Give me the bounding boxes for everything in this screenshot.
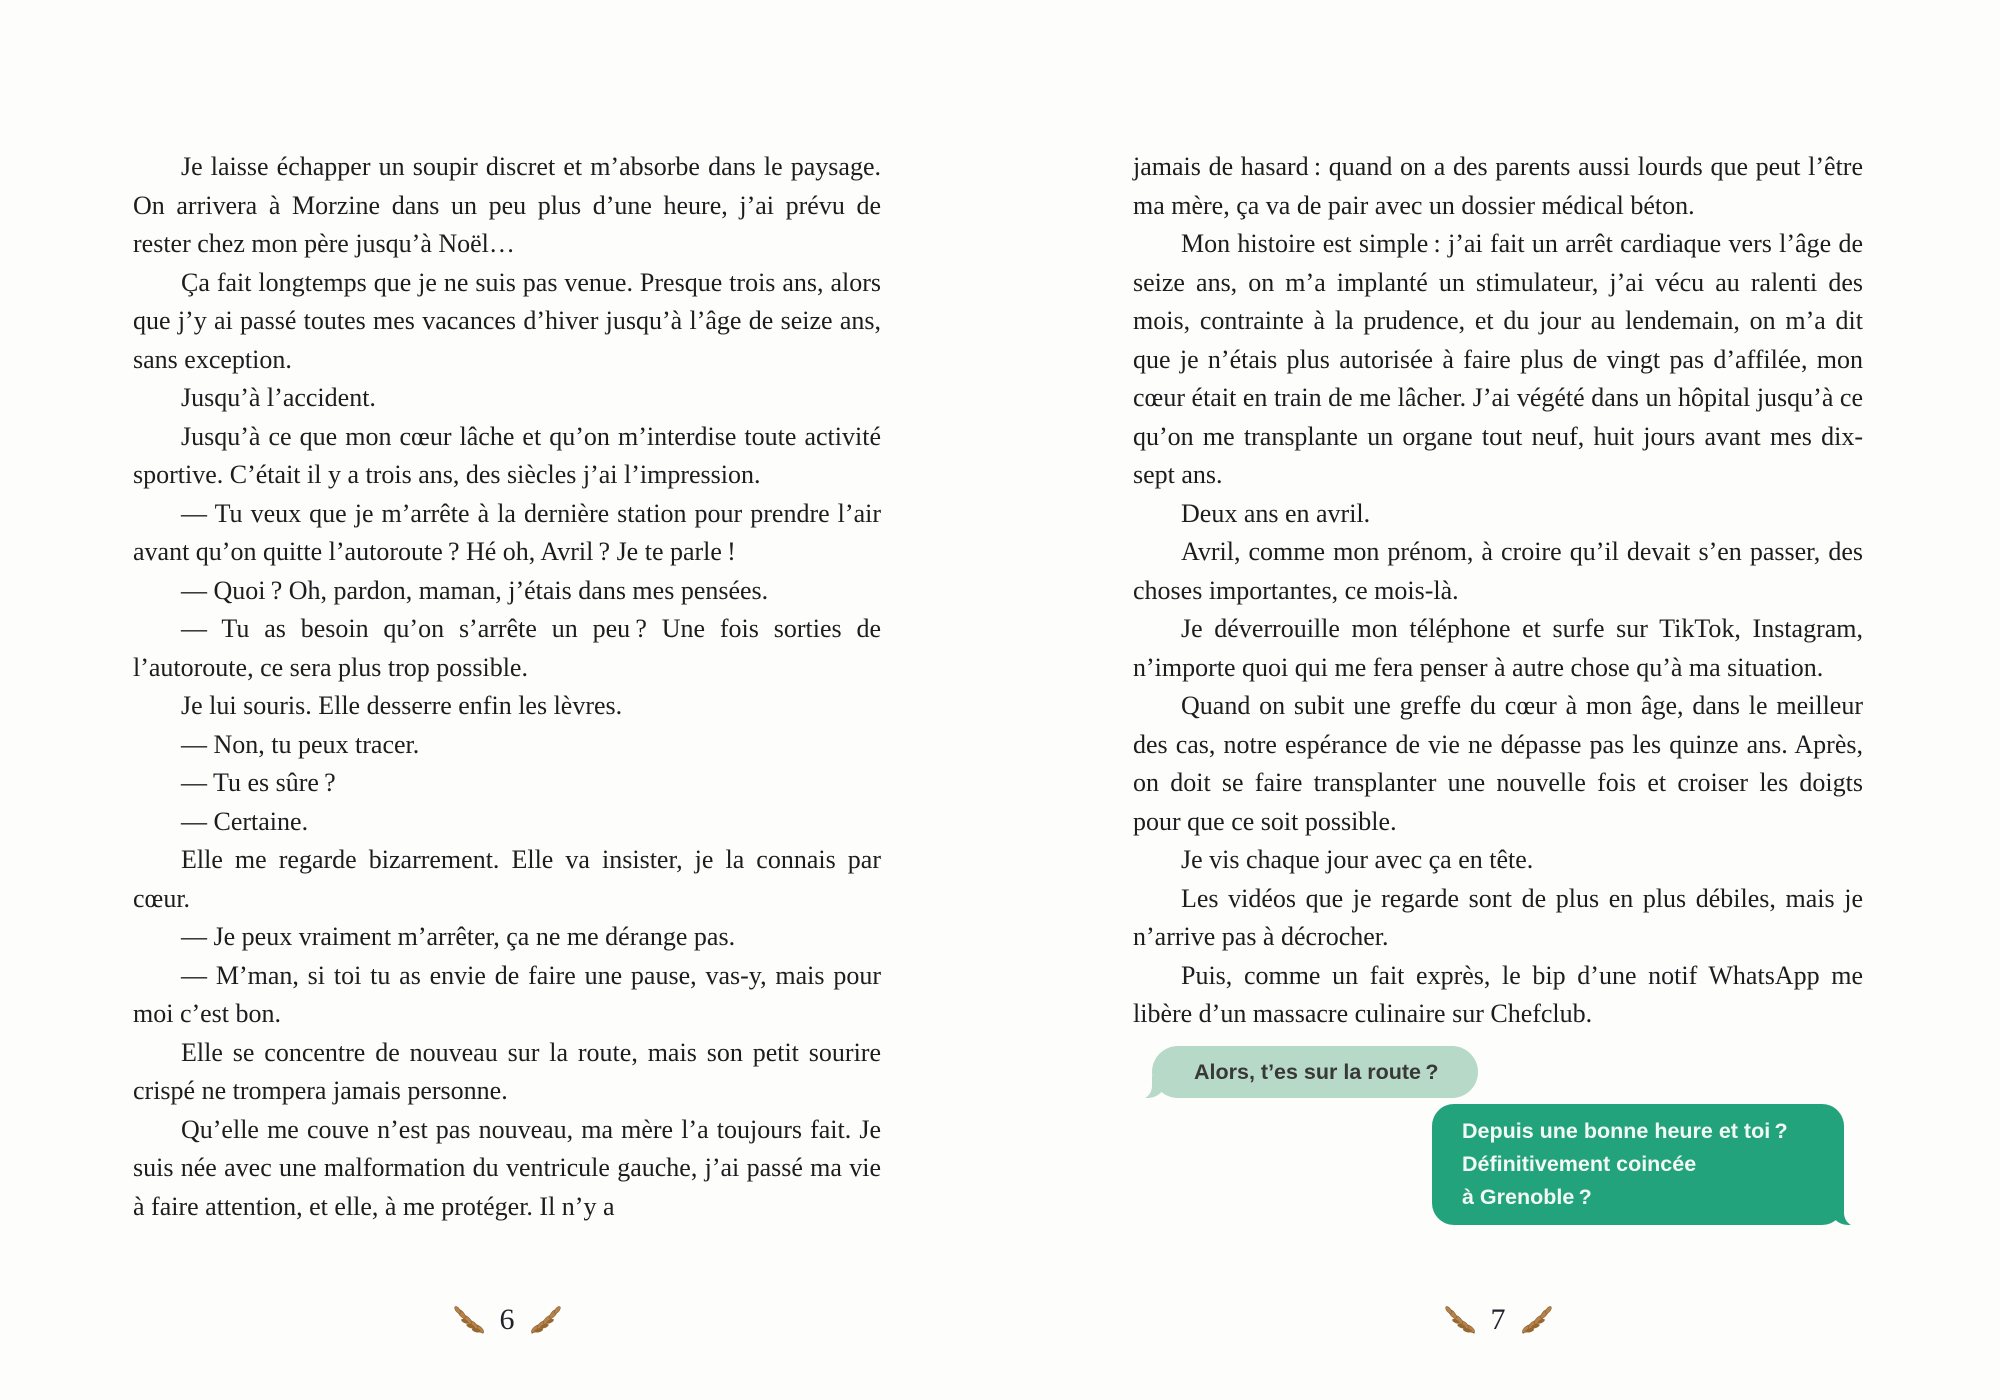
paragraph: Elle se concentre de nouveau sur la route, mais son petit sourire crispé ne trompera jamais personne.: [133, 1037, 881, 1105]
page-number: 6: [499, 1303, 515, 1336]
paragraph: Je lui souris. Elle desserre enfin les lèvres.: [181, 691, 623, 720]
paragraph: Deux ans en avril.: [1181, 498, 1371, 528]
paragraph: — Quoi ? Oh, pardon, maman, j’étais dans mes pensées.: [181, 575, 769, 605]
paragraph: — Tu as besoin qu’on s’arrête un peu ? Une fois sorties de l’autoroute, ce sera plus trop possible.: [133, 614, 881, 682]
paragraph: — Tu veux que je m’arrête à la dernière station pour prendre l’air avant qu’on quitte l’autoroute ? Hé oh, Avril ? Je te parle !: [133, 498, 881, 566]
paragraph: Puis, comme un fait exprès, le bip d’une notif WhatsApp me libère d’un massacre culinaire sur Chefclub.: [1133, 960, 1863, 1028]
chat-incoming-text: Alors, t’es sur la route ?: [1194, 1059, 1439, 1084]
paragraph: — Tu es sûre ?: [181, 768, 336, 797]
laurel-sprig-left-icon: [451, 1305, 487, 1336]
paragraph: Ça fait longtemps que je ne suis pas venue. Presque trois ans, alors que j’y ai passé toutes mes vacances d’hiver jusqu’à l’âge de seize ans, sans exception.: [133, 267, 881, 374]
paragraph: jamais de hasard : quand on a des parents aussi lourds que peut l’être ma mère, ça va de pair avec un dossier médical béton.: [1133, 152, 1863, 220]
paragraph: Elle me regarde bizarrement. Elle va insister, je la connais par cœur.: [133, 845, 881, 913]
chat-bubble-outgoing: [1432, 1104, 1844, 1225]
paragraph: — M’man, si toi tu as envie de faire une pause, vas-y, mais pour moi c’est bon.: [133, 960, 881, 1028]
laurel-sprig-left-icon: [1442, 1305, 1478, 1336]
page-number: 7: [1490, 1303, 1506, 1336]
laurel-sprig-right-icon: [1519, 1305, 1555, 1336]
chat-outgoing-line: Depuis une bonne heure et toi ?: [1462, 1119, 1788, 1143]
paragraph: Je vis chaque jour avec ça en tête.: [1181, 845, 1534, 874]
chat-bubble-incoming: [1152, 1046, 1478, 1098]
paragraph: Avril, comme mon prénom, à croire qu’il devait s’en passer, des choses importantes, ce mois-là.: [1133, 537, 1863, 605]
paragraph: Jusqu’à ce que mon cœur lâche et qu’on m’interdise toute activité sportive. C’était il y a trois ans, des siècles j’ai l’impression.: [133, 421, 881, 489]
chat-outgoing-line: à Grenoble ?: [1462, 1185, 1592, 1209]
laurel-sprig-right-icon: [528, 1305, 564, 1336]
paragraph: — Non, tu peux tracer.: [181, 729, 420, 759]
paragraph: Je laisse échapper un soupir discret et m’absorbe dans le paysage. On arrivera à Morzine dans un peu plus d’une heure, j’ai prévu de rester chez mon père jusqu’à Noël…: [133, 152, 881, 258]
paragraph: Qu’elle me couve n’est pas nouveau, ma mère l’a toujours fait. Je suis née avec une malformation du ventricule gauche, j’ai passé ma vie à faire attention, et elle, à me protéger. Il n’y a: [133, 1114, 881, 1221]
paragraph: Jusqu’à l’accident.: [181, 383, 376, 412]
paragraph: Mon histoire est simple : j’ai fait un arrêt cardiaque vers l’âge de seize ans, on m’a implanté un stimulateur, j’ai vécu au ralenti des mois, contrainte à la prudence, et du jour au lendemain, on m’a dit que je n’étais plus autorisée à faire plus de vingt pas d’affilée, mon cœur était en train de me lâcher. J’ai végété dans un hôpital jusqu’à ce qu’on me transplante un organe tout neuf, huit jours avant mes dix-sept ans.: [1133, 229, 1863, 489]
page-left-folio: [133, 1294, 881, 1346]
paragraph: Les vidéos que je regarde sont de plus en plus débiles, mais je n’arrive pas à décrocher.: [1133, 883, 1863, 951]
paragraph: Quand on subit une greffe du cœur à mon âge, dans le meilleur des cas, notre espérance de vie ne dépasse pas les quinze ans. Après, on doit se faire transplanter une nouvelle fois et croiser les doigts pour que ce soit possible.: [1133, 691, 1863, 836]
paragraph: Je déverrouille mon téléphone et surfe sur TikTok, Instagram, n’importe quoi qui me fera penser à autre chose qu’à ma situation.: [1133, 614, 1863, 682]
page-right-folio: [1133, 1294, 1863, 1346]
page-left-text: [133, 148, 881, 1226]
paragraph: — Certaine.: [181, 806, 309, 836]
paragraph: — Je peux vraiment m’arrêter, ça ne me dérange pas.: [181, 922, 736, 951]
page-right-text: [1133, 148, 1863, 1034]
chat-outgoing-line: Définitivement coincée: [1462, 1152, 1697, 1176]
